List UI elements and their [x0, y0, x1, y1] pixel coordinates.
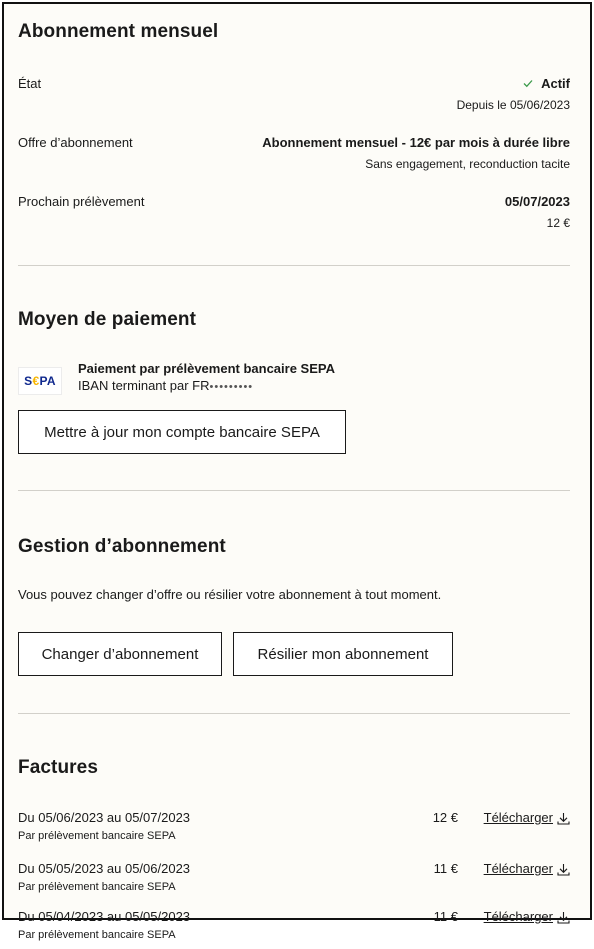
check-icon	[523, 76, 537, 91]
sepa-logo: S€PA	[18, 367, 62, 395]
payment-method	[18, 360, 570, 400]
management-title: Gestion d’abonnement	[18, 536, 226, 557]
iban-info: IBAN terminant par FR•••••••••	[78, 378, 254, 393]
invoice-row: Du 05/06/2023 au 05/07/2023 Par prélèvement bancaire SEPA 12 € Télécharger	[18, 810, 570, 850]
download-link[interactable]: Télécharger	[484, 861, 570, 879]
invoice-row: Du 05/04/2023 au 05/05/2023 Par prélèvement bancaire SEPA 11 € Télécharger	[18, 909, 570, 949]
payment-method-title: Paiement par prélèvement bancaire SEPA	[78, 361, 335, 376]
management-description: Vous pouvez changer d’offre ou résilier votre abonnement à tout moment.	[18, 587, 442, 602]
offer-value: Abonnement mensuel - 12€ par mois à durée libre	[262, 135, 570, 150]
next-payment-amount: 12 €	[546, 216, 570, 230]
offer-terms: Sans engagement, reconduction tacite	[365, 157, 570, 171]
invoices-title: Factures	[18, 757, 99, 778]
download-icon	[557, 911, 570, 927]
cancel-subscription-button[interactable]: Résilier mon abonnement	[233, 632, 453, 676]
next-payment-date: 05/07/2023	[504, 194, 570, 209]
update-sepa-button[interactable]: Mettre à jour mon compte bancaire SEPA	[18, 410, 346, 454]
next-payment-label: Prochain prélèvement	[18, 194, 145, 209]
status-since: Depuis le 05/06/2023	[456, 98, 570, 112]
download-icon	[557, 812, 570, 828]
change-subscription-button[interactable]: Changer d’abonnement	[18, 632, 222, 676]
download-link[interactable]: Télécharger	[484, 810, 570, 828]
offer-label: Offre d’abonnement	[18, 135, 133, 150]
status-value: Actif	[541, 76, 570, 91]
status-label: État	[18, 76, 42, 91]
divider	[18, 490, 570, 491]
divider	[18, 265, 570, 266]
divider	[18, 713, 570, 714]
download-link[interactable]: Télécharger	[484, 909, 570, 927]
payment-title: Moyen de paiement	[18, 309, 197, 330]
invoice-row: Du 05/05/2023 au 05/06/2023 Par prélèvement bancaire SEPA 11 € Télécharger	[18, 861, 570, 901]
iban-masked: •••••••••	[209, 381, 254, 393]
subscription-title: Abonnement mensuel	[18, 21, 219, 42]
account-panel	[2, 2, 592, 941]
download-icon	[557, 863, 570, 879]
